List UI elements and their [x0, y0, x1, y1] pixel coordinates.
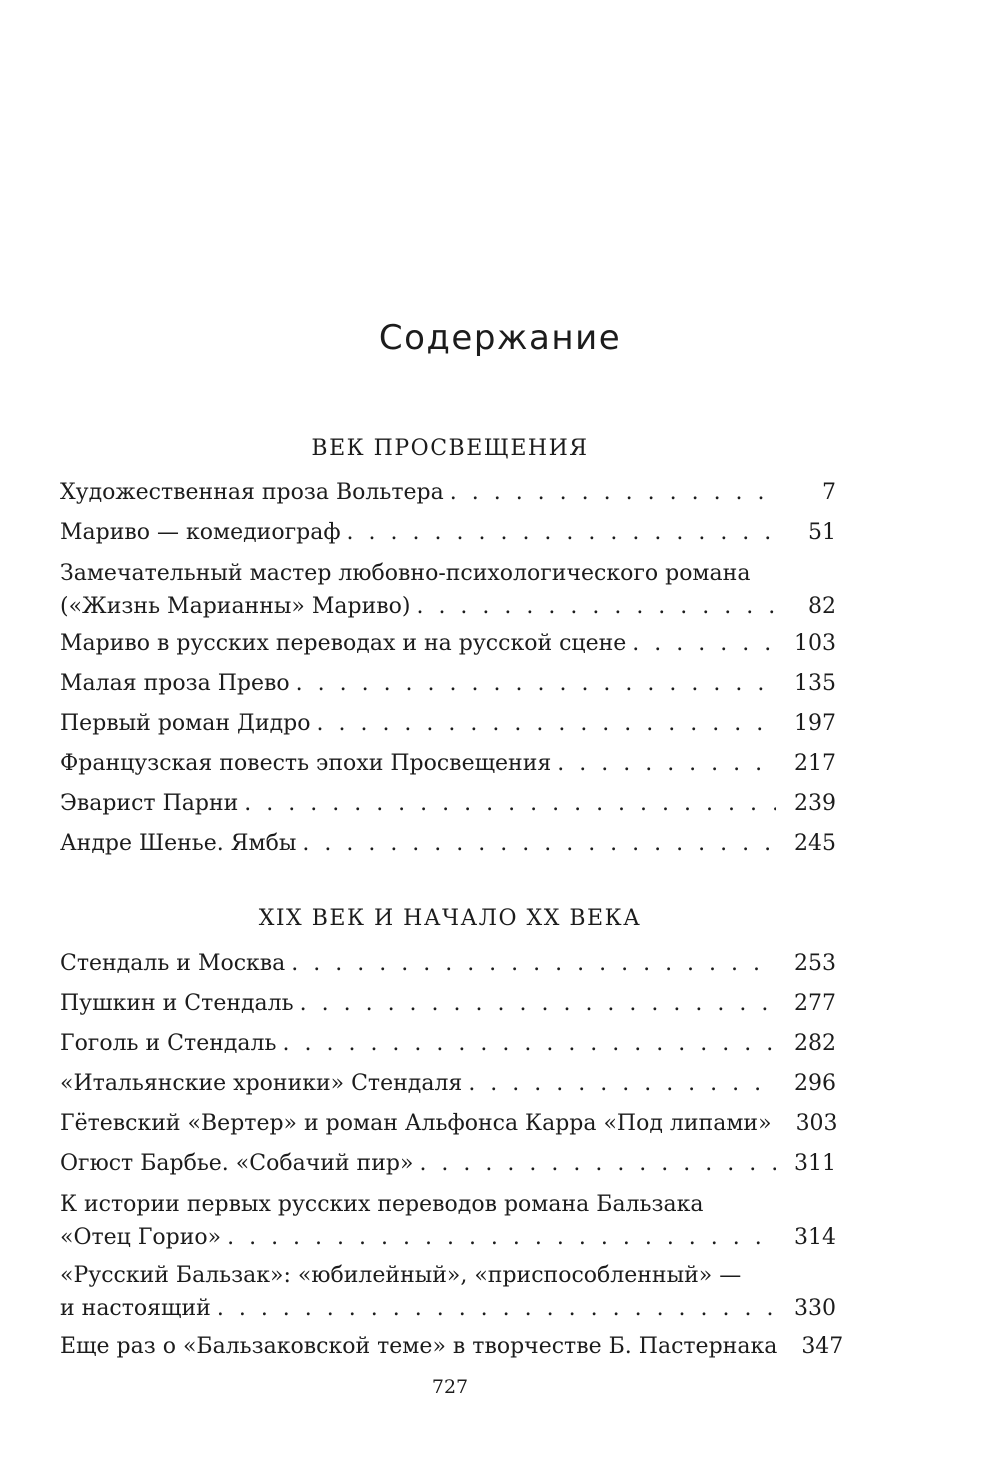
dot-leader — [419, 1147, 776, 1180]
entry-title: Еще раз о «Бальзаковской теме» в творчестве Б. Пастернака — [60, 1334, 778, 1359]
entry-title: Малая проза Прево — [60, 671, 290, 696]
entry-title: Мариво — комедиограф — [60, 520, 341, 545]
entry-page-number: 82 — [808, 594, 836, 619]
entry-title: Гоголь и Стендаль — [60, 1031, 277, 1056]
dot-leader — [227, 1221, 776, 1254]
entry-title: Андре Шенье. Ямбы — [60, 831, 297, 856]
dot-leader — [283, 1027, 777, 1060]
entry-title-line-1: К истории первых русских переводов романа Бальзака — [60, 1192, 704, 1217]
entry-title: Стендаль и Москва — [60, 951, 286, 976]
entry-title: Мариво в русских переводах и на русской сцене — [60, 631, 627, 656]
entry-title: Гётевский «Вертер» и роман Альфонса Карра «Под липами» — [60, 1111, 772, 1136]
toc-entry[interactable] — [60, 707, 836, 740]
toc-entry[interactable] — [60, 947, 836, 980]
entry-page-number: 282 — [794, 1031, 836, 1056]
toc-entry[interactable] — [60, 987, 836, 1020]
entry-title-line-2: («Жизнь Марианны» Мариво) — [60, 594, 411, 619]
entry-page-number: 197 — [794, 711, 836, 736]
entry-title-line-1: Замечательный мастер любовно-психологического романа — [60, 561, 751, 586]
toc-entry[interactable] — [60, 1107, 836, 1140]
section-heading-19th-century: XIX ВЕК И НАЧАЛО XX ВЕКА — [258, 906, 642, 931]
entry-title: Эварист Парни — [60, 791, 239, 816]
entry-title-line-2: и настоящий — [60, 1296, 211, 1321]
page-folio-number: 727 — [431, 1376, 469, 1398]
entry-title: Художественная проза Вольтера — [60, 480, 444, 505]
page-title: Содержание — [378, 318, 622, 358]
entry-page-number: 253 — [794, 951, 836, 976]
toc-entry[interactable] — [60, 1067, 836, 1100]
toc-entry[interactable] — [60, 667, 836, 700]
entry-page-number: 311 — [794, 1151, 836, 1176]
entry-page-number: 296 — [794, 1071, 836, 1096]
entry-title: Пушкин и Стендаль — [60, 991, 294, 1016]
entry-page-number: 330 — [794, 1296, 836, 1321]
entry-page-number: 245 — [794, 831, 836, 856]
dot-leader — [302, 827, 776, 860]
dot-leader — [217, 1292, 776, 1325]
toc-entry[interactable] — [60, 787, 836, 820]
dot-leader — [296, 667, 776, 700]
toc-entry[interactable] — [60, 1188, 836, 1254]
toc-entry[interactable] — [60, 1259, 836, 1325]
entry-page-number: 217 — [794, 751, 836, 776]
entry-page-number: 347 — [801, 1334, 844, 1359]
dot-leader — [244, 787, 776, 820]
toc-entry[interactable] — [60, 476, 836, 509]
entry-title: Первый роман Дидро — [60, 711, 311, 736]
section-heading-enlightenment: ВЕК ПРОСВЕЩЕНИЯ — [311, 436, 589, 461]
toc-entry[interactable] — [60, 557, 836, 623]
dot-leader — [300, 987, 776, 1020]
entry-title-line-2: «Отец Горио» — [60, 1225, 222, 1250]
dot-leader — [557, 747, 776, 780]
toc-entry[interactable] — [60, 747, 836, 780]
dot-leader — [291, 947, 776, 980]
entry-title: «Итальянские хроники» Стендаля — [60, 1071, 463, 1096]
entry-page-number: 51 — [808, 520, 836, 545]
dot-leader — [468, 1067, 776, 1100]
dot-leader — [632, 627, 776, 660]
toc-entry[interactable] — [60, 516, 836, 549]
dot-leader — [416, 590, 776, 623]
entry-page-number: 135 — [794, 671, 836, 696]
dot-leader — [450, 476, 776, 509]
entry-title: Огюст Барбье. «Собачий пир» — [60, 1151, 414, 1176]
toc-entry[interactable] — [60, 1330, 844, 1363]
dot-leader — [347, 516, 776, 549]
entry-page-number: 103 — [794, 631, 836, 656]
entry-page-number: 7 — [822, 480, 836, 505]
toc-entry[interactable] — [60, 1147, 836, 1180]
toc-entry[interactable] — [60, 627, 836, 660]
entry-page-number: 303 — [795, 1111, 838, 1136]
entry-page-number: 239 — [794, 791, 836, 816]
entry-page-number: 277 — [794, 991, 836, 1016]
entry-title: Французская повесть эпохи Просвещения — [60, 751, 552, 776]
toc-entry[interactable] — [60, 1027, 836, 1060]
entry-page-number: 314 — [794, 1225, 836, 1250]
dot-leader — [316, 707, 776, 740]
entry-title-line-1: «Русский Бальзак»: «юбилейный», «приспособленный» — — [60, 1263, 742, 1288]
toc-entry[interactable] — [60, 827, 836, 860]
